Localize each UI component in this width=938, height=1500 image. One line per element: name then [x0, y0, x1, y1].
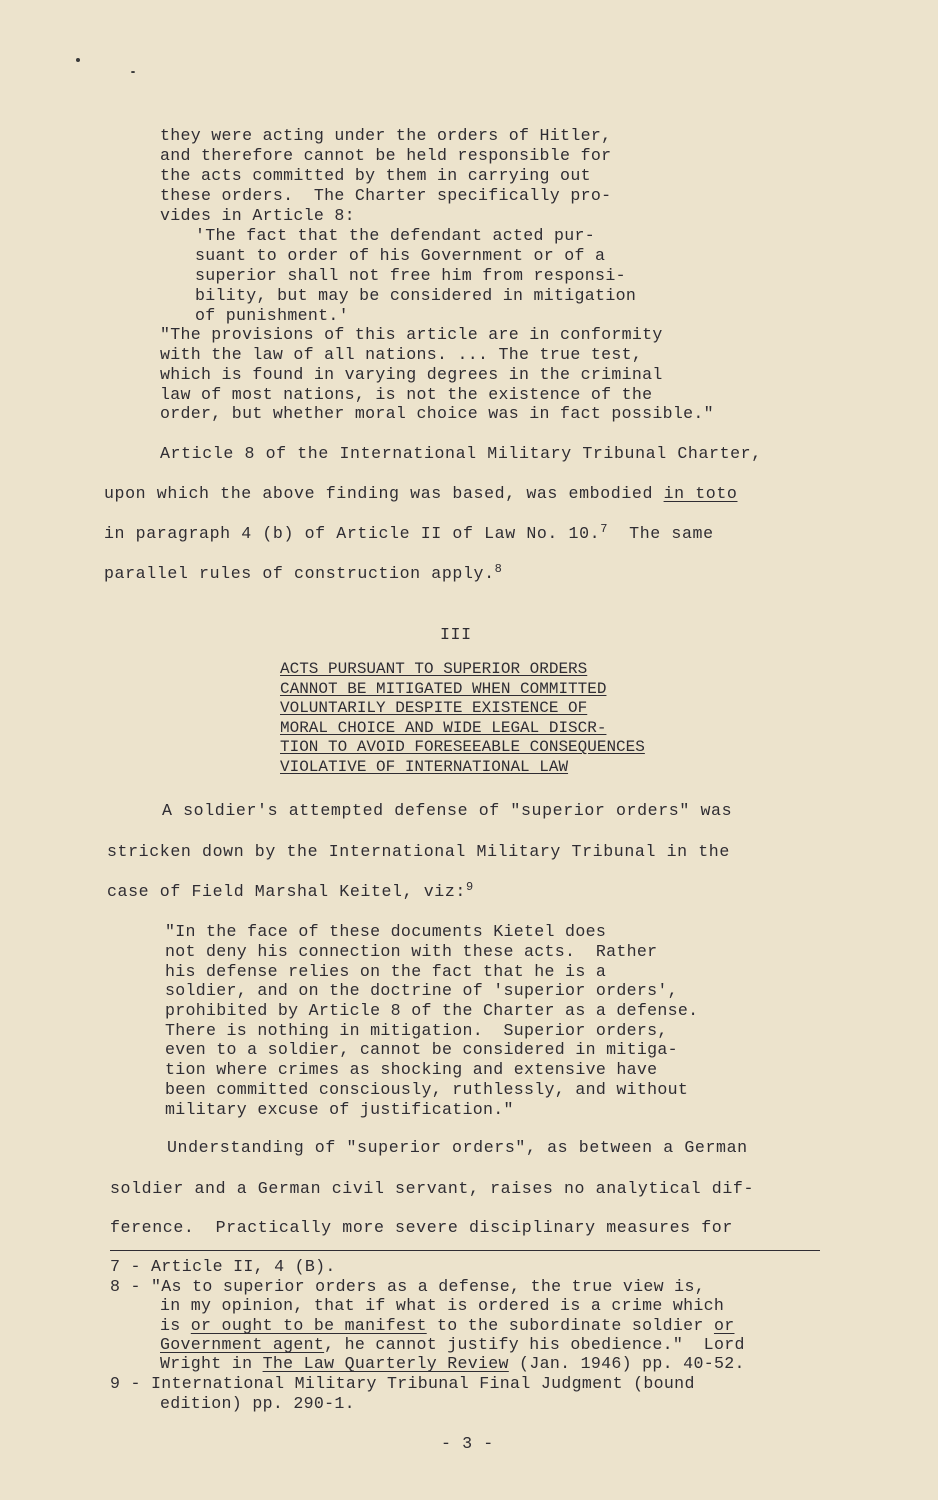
footnote-line: in my opinion, that if what is ordered is a crime which	[160, 1296, 725, 1315]
quote-line: order, but whether moral choice was in fact possible."	[160, 404, 714, 423]
body-line: ference. Practically more severe disciplinary measures for	[110, 1218, 733, 1237]
footnote-ref: 8	[494, 562, 503, 576]
charter-quote-line: bility, but may be considered in mitigation	[195, 286, 637, 305]
quote-line: his defense relies on the fact that he is a	[165, 962, 607, 981]
heading-line: ACTS PURSUANT TO SUPERIOR ORDERS	[280, 660, 588, 678]
quote-line: been committed consciously, ruthlessly, and without	[165, 1080, 689, 1099]
quote-line: "The provisions of this article are in conformity	[160, 325, 663, 344]
heading-line: TION TO AVOID FORESEEABLE CONSEQUENCES	[280, 738, 645, 756]
charter-quote-line: superior shall not free him from responsi-	[195, 266, 626, 285]
heading-line: CANNOT BE MITIGATED WHEN COMMITTED	[280, 679, 607, 698]
underlined-term: or ought to be manifest	[190, 1316, 427, 1335]
body-line: A soldier's attempted defense of "superior orders" was	[162, 801, 733, 820]
quote-line: which is found in varying degrees in the criminal	[160, 365, 663, 384]
heading-line: VIOLATIVE OF INTERNATIONAL LAW	[280, 757, 569, 776]
footnote-8: 8 - "As to superior orders as a defense, the true view is,	[110, 1277, 705, 1296]
body-line: Article 8 of the International Military Tribunal Charter,	[160, 444, 762, 463]
footnote-7: 7 - Article II, 4 (B).	[110, 1257, 336, 1276]
footnote-9: 9 - International Military Tribunal Final Judgment (bound	[110, 1374, 695, 1393]
underlined-term: The Law Quarterly Review	[262, 1354, 509, 1373]
footnote-line: edition) pp. 290-1.	[160, 1394, 355, 1413]
body-line: case of Field Marshal Keitel, viz:$^9$	[107, 880, 474, 901]
footnote-ref: 9	[465, 880, 474, 894]
footnote-line: Wright in The Law Quarterly Review (Jan. 1946) pp. 40-52.	[160, 1354, 745, 1373]
stray-mark	[131, 71, 135, 73]
quote-line: they were acting under the orders of Hitler,	[160, 126, 612, 145]
section-heading	[280, 660, 645, 777]
underlined-term: Government agent	[160, 1335, 325, 1354]
page-number: - 3 -	[441, 1434, 494, 1453]
body-line: in paragraph 4 (b) of Article II of Law No. 10.$^7$ The same	[104, 522, 714, 543]
footnote-rule	[110, 1250, 820, 1251]
quote-line: "In the face of these documents Kietel does	[165, 922, 607, 941]
quote-line: with the law of all nations. ... The true test,	[160, 345, 643, 364]
heading-line: VOLUNTARILY DESPITE EXISTENCE OF	[280, 699, 588, 717]
charter-quote-line: suant to order of his Government or of a	[195, 246, 606, 265]
stray-mark	[76, 58, 80, 62]
underlined-term: in toto	[663, 484, 738, 503]
charter-quote-line: 'The fact that the defendant acted pur-	[195, 226, 596, 245]
body-line: upon which the above finding was based, was embodied in toto	[104, 484, 738, 503]
body-line: soldier and a German civil servant, raises no analytical dif-	[110, 1179, 755, 1198]
footnote-ref: 7	[600, 522, 609, 536]
footnote-line: is or ought to be manifest to the subordinate soldier or	[160, 1316, 735, 1335]
heading-line: MORAL CHOICE AND WIDE LEGAL DISCR-	[280, 718, 607, 737]
charter-quote-line: of punishment.'	[195, 306, 349, 325]
section-numeral: III	[440, 625, 472, 644]
body-line: Understanding of "superior orders", as between a German	[167, 1138, 748, 1157]
footnote-line: Government agent, he cannot justify his obedience." Lord	[160, 1335, 745, 1354]
quote-line: vides in Article 8:	[160, 206, 355, 225]
quote-line: tion where crimes as shocking and extensive have	[165, 1060, 658, 1079]
quote-line: soldier, and on the doctrine of 'superior orders',	[165, 981, 678, 1000]
body-line: parallel rules of construction apply.$^8$	[104, 562, 503, 583]
quote-line: these orders. The Charter specifically pro-	[160, 186, 612, 205]
body-line: stricken down by the International Military Tribunal in the	[107, 842, 730, 861]
underlined-term: or	[713, 1316, 735, 1335]
quote-line: not deny his connection with these acts. Rather	[165, 942, 658, 961]
quote-line: law of most nations, is not the existence of the	[160, 385, 653, 404]
quote-line: even to a soldier, cannot be considered in mitiga-	[165, 1040, 678, 1059]
quote-line: the acts committed by them in carrying out	[160, 166, 591, 185]
quote-line: military excuse of justification."	[165, 1100, 514, 1119]
quote-line: There is nothing in mitigation. Superior orders,	[165, 1021, 668, 1040]
quote-line: prohibited by Article 8 of the Charter as a defense.	[165, 1001, 699, 1020]
quote-line: and therefore cannot be held responsible for	[160, 146, 612, 165]
